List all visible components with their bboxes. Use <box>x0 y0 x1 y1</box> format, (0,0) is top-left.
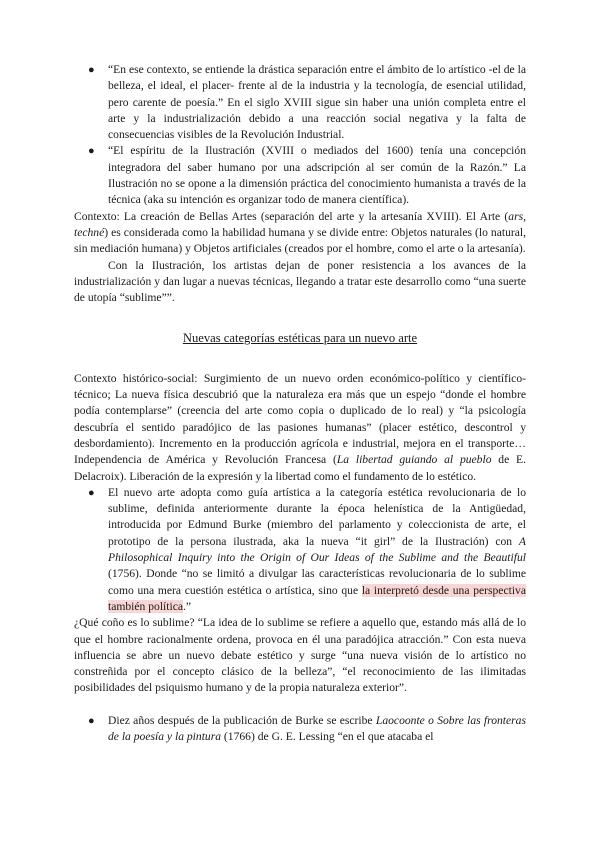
bullet-text: “El espíritu de la Ilustración (XVIII o mediados del 1600) tenía una concepción integradora del saber humano por una adscripción al ser común de la Razón.” La Ilustración no se opone a la dimensión práctica del conocimiento humanista a través de la técnica (aka su intención es organizar todo de manera científica). <box>108 144 526 207</box>
lessing-before: Diez años después de la publicación de Burke se escribe <box>108 713 376 727</box>
list-item <box>74 485 526 615</box>
list-item <box>74 143 526 208</box>
contexto-prefix: Contexto: La creación de Bellas Artes (separación del arte y la artesanía XVIII). El Arte ( <box>74 209 509 223</box>
contexto-historico-after: de E. Delacroix). Liberación de la expresión y la libertad como el fundamento de lo estético. <box>74 453 526 483</box>
burke-title: A Philosophical Inquiry into the Origin of Our Ideas of the Sublime and the Beautiful <box>108 534 526 565</box>
ilustracion-paragraph: Con la Ilustración, los artistas dejan de poner resistencia a los avances de la industrialización y dan lugar a nuevas técnicas, llegando a tratar este desarrollo como “una suerte de utopía “sublime””. <box>74 258 526 305</box>
highlighted-text: la interpretó desde una perspectiva también política <box>108 583 526 613</box>
lessing-title: Laocoonte o Sobre las fronteras de la poesía y la pintura <box>108 713 526 743</box>
contexto-comma: , <box>523 209 526 223</box>
bullet-icon: ● <box>88 714 95 727</box>
bullet-icon: ● <box>88 145 95 158</box>
bullet-list-top <box>74 62 526 209</box>
bullet-text: “En ese contexto, se entiende la drástica separación entre el ámbito de lo artístico -el de la belleza, el ideal, el placer- frente al de la industria y la tecnología, de esencial utilidad, pero carente de poesía.” En el siglo XVIII sigue sin haber una unión completa entre el arte y la industrialización debido a una reacción social negativa y la falta de consecuencias visibles de la Revolución Industrial. <box>108 63 526 142</box>
lessing-after: (1766) de G. E. Lessing “en el que atacaba el <box>221 729 434 743</box>
techne-term: techné <box>74 225 105 239</box>
page-content <box>74 62 526 745</box>
section-heading: Nuevas categorías estéticas para un nuevo arte <box>182 331 418 346</box>
burke-end: .” <box>183 599 192 613</box>
contexto-historico-paragraph <box>74 371 526 485</box>
bullet-icon: ● <box>88 64 95 76</box>
contexto-paragraph <box>74 209 526 258</box>
bullet-list-lessing <box>74 713 526 746</box>
contexto-suffix: ) es considerada como la habilidad humana y se divide entre: Objetos naturales (lo natural, sin mediación humana) y Objetos artificiales (creados por el hombre, como el arte o la artesanía). <box>74 225 526 256</box>
spacer <box>74 697 526 713</box>
burke-before: El nuevo arte adopta como guía artística a la categoría estética revolucionaria de lo sublime, definida anteriormente durante la época helenística de la Antigüedad, introducida por Edmund Burke (miembro del parlamento y coleccionista de arte, el prototipo de la persona ilustrada, aka la nueva “it girl” de la Ilustración) con <box>108 485 526 548</box>
delacroix-title: La libertad guiando al pueblo <box>336 453 492 467</box>
bullet-icon: ● <box>88 486 95 499</box>
burke-middle: (1756). Donde “no se limitó a divulgar las características revolucionaria de lo sublime como una mera cuestión estética o artística, sino que <box>108 567 526 597</box>
list-item <box>74 62 526 143</box>
ars-term: ars <box>508 209 524 223</box>
sublime-paragraph: ¿Qué coño es lo sublime? “La idea de lo sublime se refiere a aquello que, estando más allá de lo que el hombre racionalmente ordena, provoca en él una paradójica atracción.” Con esta nueva influencia se abre un nuevo debate estético y surge “una nueva visión de lo artístico no constreñida por el concepto clásico de la belleza”, “el reconocimiento de las ilimitadas posibilidades del psiquismo humano y de la propia naturaleza exterior”. <box>74 616 526 695</box>
bullet-list-burke <box>74 485 526 615</box>
contexto-historico-before: Contexto histórico-social: Surgimiento de un nuevo orden económico-político y científico-técnico; La nueva física descubrió que la naturaleza era más que un espejo “donde el hombre podía contemplarse” (creencia del arte como copia o duplicado de lo real) y “la psicología descubría el sentido paradójico de las pasiones humanas” (placer estético, descontrol y desbordamiento). Incremento en la producción agrícola e industrial, mejora en el transporte… Independencia de América y Revolución Francesa ( <box>74 371 526 467</box>
list-item <box>74 713 526 746</box>
